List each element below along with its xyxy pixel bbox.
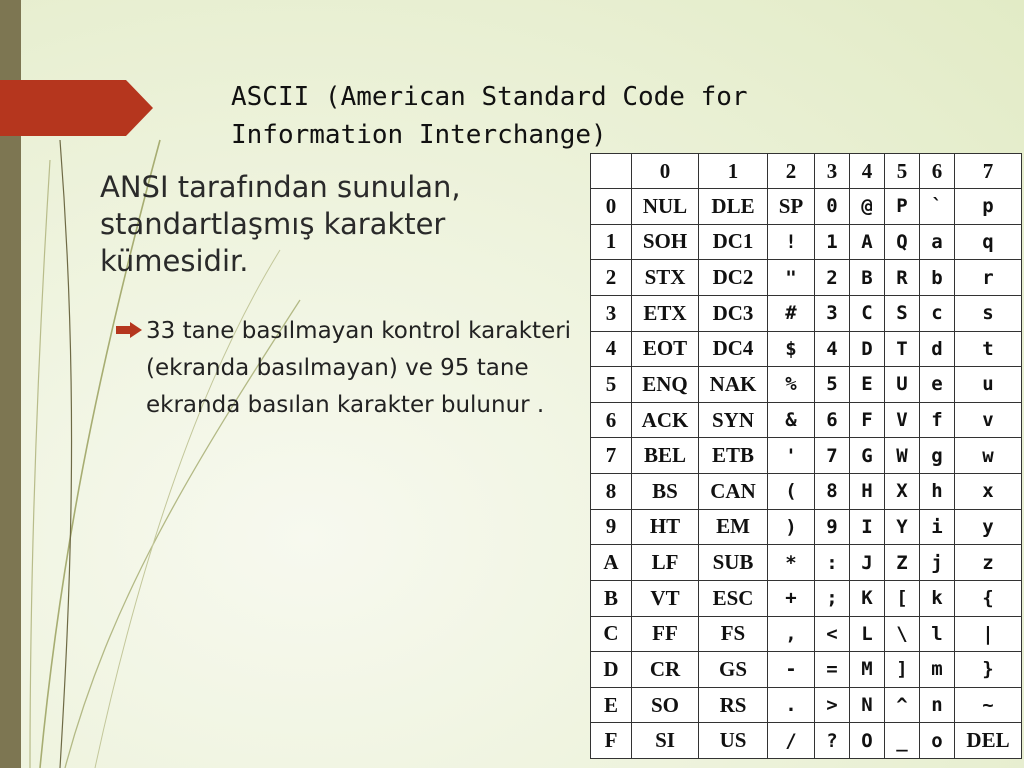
table-cell: m (920, 652, 955, 688)
table-cell: e (920, 367, 955, 403)
table-cell: ESC (699, 580, 768, 616)
table-cell: O (850, 723, 885, 759)
table-row (591, 331, 1022, 367)
table-cell: r (955, 260, 1022, 296)
table-row (591, 509, 1022, 545)
table-cell: SO (632, 687, 699, 723)
table-cell: CR (632, 652, 699, 688)
table-cell: 3 (815, 295, 850, 331)
table-cell: SOH (632, 224, 699, 260)
row-header-cell: 3 (591, 295, 632, 331)
right-arrow-bullet-icon (116, 313, 146, 424)
table-cell: " (768, 260, 815, 296)
table-cell: FS (699, 616, 768, 652)
table-cell: ETB (699, 438, 768, 474)
table-cell: BS (632, 474, 699, 510)
table-row (591, 545, 1022, 581)
table-cell: # (768, 295, 815, 331)
table-cell: U (885, 367, 920, 403)
row-header-cell: 1 (591, 224, 632, 260)
table-cell: : (815, 545, 850, 581)
table-cell: @ (850, 189, 885, 225)
table-cell: i (920, 509, 955, 545)
table-cell: s (955, 295, 1022, 331)
table-cell: . (768, 687, 815, 723)
table-cell: , (768, 616, 815, 652)
table-cell: DLE (699, 189, 768, 225)
table-cell: ^ (885, 687, 920, 723)
table-header-cell: 7 (955, 154, 1022, 189)
table-cell: f (920, 402, 955, 438)
table-cell: BEL (632, 438, 699, 474)
table-cell: SI (632, 723, 699, 759)
table-header-cell: 4 (850, 154, 885, 189)
table-cell: GS (699, 652, 768, 688)
table-row (591, 723, 1022, 759)
table-cell: V (885, 402, 920, 438)
table-row (591, 474, 1022, 510)
table-cell: Y (885, 509, 920, 545)
table-row (591, 224, 1022, 260)
table-header-cell: 0 (632, 154, 699, 189)
table-cell: u (955, 367, 1022, 403)
table-row (591, 402, 1022, 438)
table-row (591, 295, 1022, 331)
table-cell: ACK (632, 402, 699, 438)
table-cell: ETX (632, 295, 699, 331)
table-cell: } (955, 652, 1022, 688)
table-cell: w (955, 438, 1022, 474)
table-cell: X (885, 474, 920, 510)
table-cell: M (850, 652, 885, 688)
row-header-cell: C (591, 616, 632, 652)
table-cell: d (920, 331, 955, 367)
table-cell: DC1 (699, 224, 768, 260)
table-row (591, 652, 1022, 688)
table-header-cell: 5 (885, 154, 920, 189)
table-cell: v (955, 402, 1022, 438)
table-cell: ENQ (632, 367, 699, 403)
ascii-table-header-row (591, 154, 1022, 189)
table-cell: / (768, 723, 815, 759)
table-header-cell: 6 (920, 154, 955, 189)
slide-title: ASCII (American Standard Code for Information Interchange) (231, 82, 748, 150)
table-cell: 6 (815, 402, 850, 438)
table-cell: _ (885, 723, 920, 759)
table-cell: p (955, 189, 1022, 225)
table-cell: g (920, 438, 955, 474)
row-header-cell: A (591, 545, 632, 581)
table-cell: % (768, 367, 815, 403)
table-cell: NUL (632, 189, 699, 225)
table-cell: SP (768, 189, 815, 225)
table-cell: C (850, 295, 885, 331)
table-header-cell: 2 (768, 154, 815, 189)
table-cell: ] (885, 652, 920, 688)
row-header-cell: 0 (591, 189, 632, 225)
table-cell: E (850, 367, 885, 403)
table-cell: SUB (699, 545, 768, 581)
table-cell: c (920, 295, 955, 331)
table-cell: STX (632, 260, 699, 296)
table-cell: ` (920, 189, 955, 225)
table-header-cell (591, 154, 632, 189)
table-cell: l (920, 616, 955, 652)
table-cell: [ (885, 580, 920, 616)
table-cell: ? (815, 723, 850, 759)
table-cell: F (850, 402, 885, 438)
table-cell: G (850, 438, 885, 474)
table-row (591, 616, 1022, 652)
table-cell: N (850, 687, 885, 723)
table-cell: J (850, 545, 885, 581)
table-cell: 5 (815, 367, 850, 403)
bullet-sub (116, 313, 586, 424)
table-cell: HT (632, 509, 699, 545)
table-cell: t (955, 331, 1022, 367)
table-cell: D (850, 331, 885, 367)
bullet-sub-text: 33 tane basılmayan kontrol karakteri (ekranda basılmayan) ve 95 tane ekranda basılan karakter bulunur . (146, 318, 572, 418)
row-header-cell: 5 (591, 367, 632, 403)
table-row (591, 189, 1022, 225)
table-row (591, 438, 1022, 474)
table-cell: SYN (699, 402, 768, 438)
table-cell: W (885, 438, 920, 474)
table-cell: & (768, 402, 815, 438)
table-cell: * (768, 545, 815, 581)
table-cell: LF (632, 545, 699, 581)
table-cell: ) (768, 509, 815, 545)
row-header-cell: 6 (591, 402, 632, 438)
row-header-cell: 9 (591, 509, 632, 545)
table-cell: DEL (955, 723, 1022, 759)
table-cell: + (768, 580, 815, 616)
row-header-cell: 7 (591, 438, 632, 474)
row-header-cell: 4 (591, 331, 632, 367)
table-cell: > (815, 687, 850, 723)
table-cell: P (885, 189, 920, 225)
table-cell: US (699, 723, 768, 759)
table-header-cell: 1 (699, 154, 768, 189)
table-cell: h (920, 474, 955, 510)
table-cell: ( (768, 474, 815, 510)
table-cell: k (920, 580, 955, 616)
table-cell: 0 (815, 189, 850, 225)
table-cell: DC3 (699, 295, 768, 331)
table-cell: RS (699, 687, 768, 723)
table-cell: VT (632, 580, 699, 616)
table-cell: 8 (815, 474, 850, 510)
table-row (591, 367, 1022, 403)
table-cell: ; (815, 580, 850, 616)
table-cell: Q (885, 224, 920, 260)
row-header-cell: D (591, 652, 632, 688)
table-row (591, 580, 1022, 616)
table-cell: 2 (815, 260, 850, 296)
bullet-main-text: ANSI tarafından sunulan, standartlaşmış karakter kümesidir. (100, 170, 461, 278)
table-cell: { (955, 580, 1022, 616)
table-cell: EM (699, 509, 768, 545)
table-cell: \ (885, 616, 920, 652)
table-cell: B (850, 260, 885, 296)
table-cell: z (955, 545, 1022, 581)
ascii-table (590, 153, 1022, 759)
row-header-cell: F (591, 723, 632, 759)
table-cell: A (850, 224, 885, 260)
table-cell: 9 (815, 509, 850, 545)
table-cell: Z (885, 545, 920, 581)
table-cell: a (920, 224, 955, 260)
table-cell: S (885, 295, 920, 331)
title-arrow-accent (0, 80, 153, 136)
table-cell: R (885, 260, 920, 296)
table-cell: NAK (699, 367, 768, 403)
table-cell: y (955, 509, 1022, 545)
table-cell: ! (768, 224, 815, 260)
table-cell: ~ (955, 687, 1022, 723)
table-cell: T (885, 331, 920, 367)
table-cell: ' (768, 438, 815, 474)
table-cell: CAN (699, 474, 768, 510)
table-cell: = (815, 652, 850, 688)
table-row (591, 687, 1022, 723)
row-header-cell: E (591, 687, 632, 723)
table-cell: H (850, 474, 885, 510)
table-row (591, 260, 1022, 296)
table-cell: EOT (632, 331, 699, 367)
table-cell: FF (632, 616, 699, 652)
table-cell: I (850, 509, 885, 545)
table-cell: DC2 (699, 260, 768, 296)
table-cell: L (850, 616, 885, 652)
table-cell: n (920, 687, 955, 723)
table-cell: K (850, 580, 885, 616)
table-cell: x (955, 474, 1022, 510)
table-cell: | (955, 616, 1022, 652)
table-cell: < (815, 616, 850, 652)
row-header-cell: 8 (591, 474, 632, 510)
table-cell: 7 (815, 438, 850, 474)
table-header-cell: 3 (815, 154, 850, 189)
row-header-cell: 2 (591, 260, 632, 296)
table-cell: 1 (815, 224, 850, 260)
table-cell: - (768, 652, 815, 688)
table-cell: b (920, 260, 955, 296)
table-cell: q (955, 224, 1022, 260)
table-cell: j (920, 545, 955, 581)
table-cell: o (920, 723, 955, 759)
table-cell: DC4 (699, 331, 768, 367)
row-header-cell: B (591, 580, 632, 616)
table-cell: 4 (815, 331, 850, 367)
ascii-table-body (591, 189, 1022, 759)
table-cell: $ (768, 331, 815, 367)
